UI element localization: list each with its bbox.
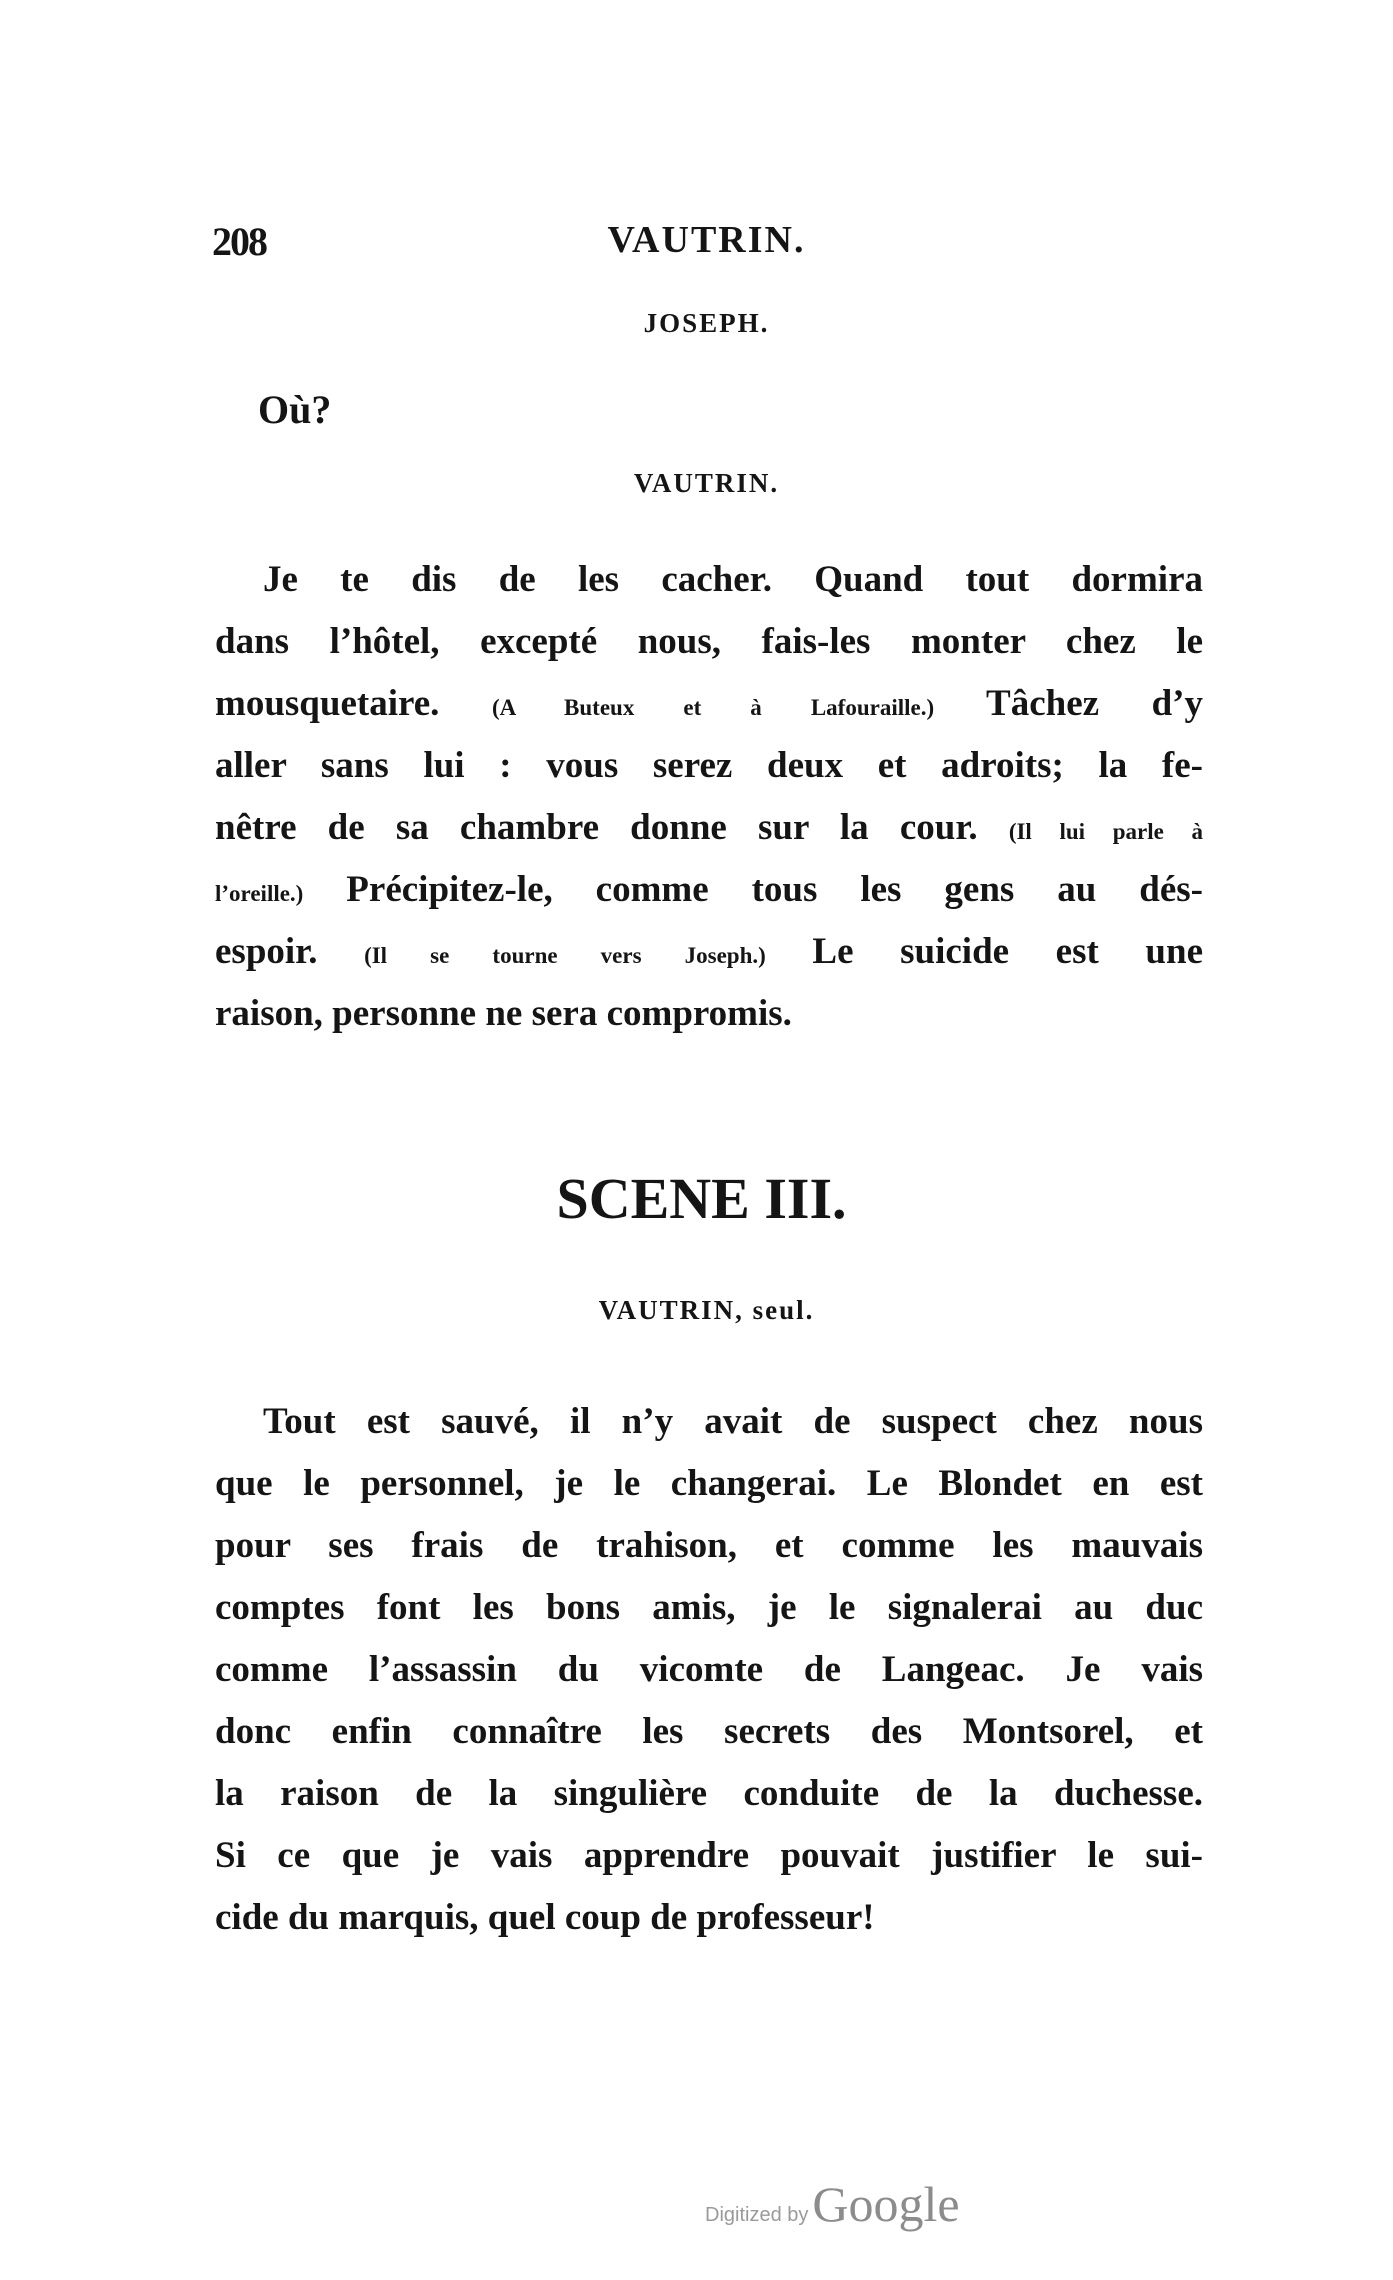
dialogue-text: la raison de la singulière conduite de la duchesse. (215, 1773, 1203, 1814)
dialogue-text: que le personnel, je le changerai. Le Blondet en est (215, 1463, 1203, 1504)
text-line (215, 859, 1203, 921)
text-line (215, 921, 1203, 983)
google-logo-text: Google (812, 2176, 960, 2232)
text-line (215, 1515, 1203, 1577)
speaker-joseph: JOSEPH. (643, 308, 770, 338)
dialogue-text: comptes font les bons amis, je le signalerai au duc (215, 1587, 1203, 1628)
digitized-by-text: Digitized by (705, 2204, 809, 2226)
stage-direction: (Il se tourne vers Joseph.) (364, 943, 766, 968)
speaker-vautrin: VAUTRIN. (633, 468, 780, 498)
dialogue-text: donc enfin connaître les secrets des Montsorel, et (215, 1711, 1203, 1752)
dialogue-text: raison, personne ne sera compromis. (215, 993, 792, 1034)
dialogue-text: pour ses frais de trahison, et comme les mauvais (215, 1525, 1203, 1566)
dialogue-text: nêtre de sa chambre donne sur la cour. (215, 807, 1009, 848)
stage-direction: (Il lui parle à (1008, 819, 1204, 844)
text-line (215, 797, 1203, 859)
dialogue-text: aller sans lui : vous serez deux et adroits; la fe- (215, 745, 1203, 786)
stage-direction: l’oreille.) (215, 881, 304, 906)
speech-joseph: Où? (258, 387, 332, 432)
text-line (215, 673, 1203, 735)
vautrin-monologue-paragraph (215, 1391, 1203, 1949)
dialogue-text: Si ce que je vais apprendre pouvait justifier le sui- (215, 1835, 1203, 1876)
text-line (215, 1887, 1203, 1949)
stage-direction: (A Buteux et à Lafouraille.) (491, 695, 935, 720)
text-line (215, 1391, 1203, 1453)
text-line (215, 549, 1203, 611)
text-line (215, 611, 1203, 673)
text-line (215, 1577, 1203, 1639)
text-line (215, 1453, 1203, 1515)
dialogue-text: Je te dis de les cacher. Quand tout dormira (263, 559, 1203, 600)
text-line (215, 1763, 1203, 1825)
dialogue-text: mousquetaire. (215, 683, 492, 724)
vautrin-speech-paragraph (215, 549, 1203, 1045)
text-line (215, 1639, 1203, 1701)
scene-title: SCENE III. (556, 1166, 847, 1231)
google-digitized-watermark (705, 2175, 960, 2233)
dialogue-text: Tâchez d’y (934, 683, 1204, 724)
dialogue-text: dans l’hôtel, excepté nous, fais-les monter chez le (215, 621, 1203, 662)
dialogue-text: espoir. (215, 931, 365, 972)
dialogue-text: comme l’assassin du vicomte de Langeac. Je vais (215, 1649, 1203, 1690)
running-title: VAUTRIN. (607, 219, 806, 261)
text-line (215, 1825, 1203, 1887)
dialogue-text: Tout est sauvé, il n’y avait de suspect chez nous (263, 1401, 1203, 1442)
dialogue-text: cide du marquis, quel coup de professeur! (215, 1897, 875, 1938)
dialogue-text: Précipitez-le, comme tous les gens au dés- (303, 869, 1203, 910)
text-line (215, 1701, 1203, 1763)
page-number: 208 (212, 219, 266, 264)
text-line (215, 735, 1203, 797)
dialogue-text: Le suicide est une (765, 931, 1203, 972)
speaker-vautrin-seul: VAUTRIN, seul. (598, 1295, 815, 1325)
text-line (215, 983, 1203, 1045)
